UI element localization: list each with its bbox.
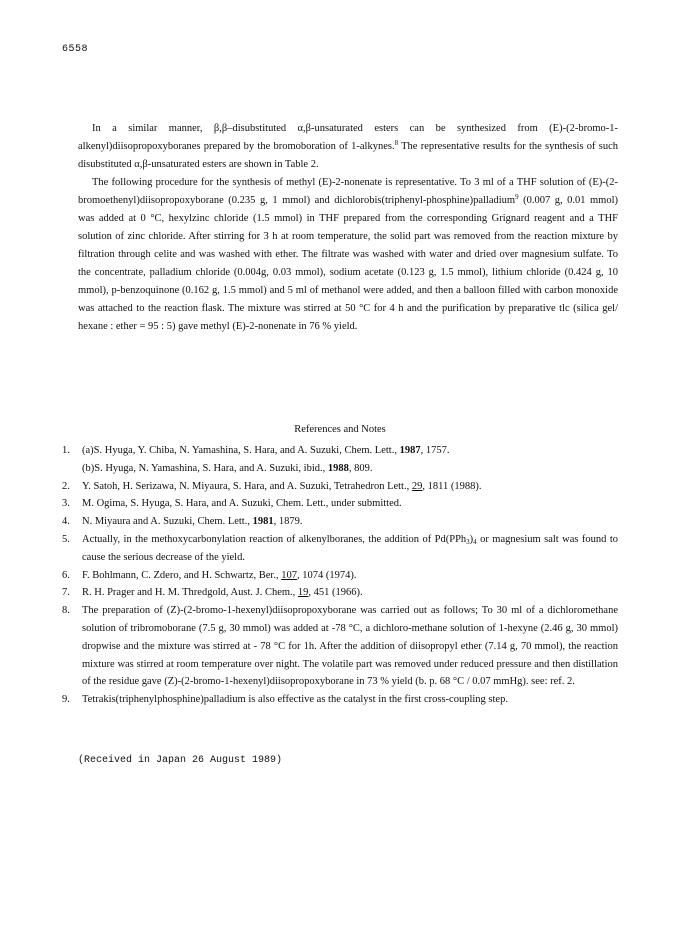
paragraph-2 [78,174,618,336]
reference-year: 1987 [399,445,421,456]
reference-item [62,513,618,531]
reference-number: 6. [62,569,70,581]
reference-number: 8. [62,605,70,617]
reference-pages: , 1811 (1988). [422,480,482,492]
reference-volume: 19 [297,587,309,599]
reference-number: 5. [62,533,70,545]
subscript: 4 [473,537,477,546]
reference-number: 7. [62,587,70,599]
citation-9: 9 [515,193,519,201]
reference-item [62,460,618,478]
reference-volume: 107 [281,569,297,581]
reference-pages: , 1757. [420,445,450,456]
paragraph-1-text-b: The representative results for the synthesis of such disubstituted α,β-unsaturated esters are shown in Table 2. [78,141,619,170]
reference-text: (a)S. Hyuga, Y. Chiba, N. Yamashina, S. Hara, and A. Suzuki, Chem. Lett., [82,445,400,456]
reference-pages: , 809. [348,462,373,474]
reference-item [62,531,618,567]
reference-number: 4. [62,516,70,528]
reference-item [62,567,618,585]
citation-8: 8 [394,139,399,147]
reference-item [62,478,618,496]
reference-year: 1981 [252,516,274,528]
reference-item [62,602,618,691]
paragraph-2-text-a: The following procedure for the synthesis of methyl (E)-2-nonenate is representative. To 3 ml of a THF solution of (E)-(2-bromoethenyl)diisopropoxyborane (0.235 g, 1 mmol) and dichlorobis(triphenyl-phosphine)palladium [78,177,618,206]
reference-volume: 29 [411,480,423,492]
references-list [62,442,618,709]
paragraph-2-text-b: (0.007 g, 0.01 mmol) was added at 0 °C, hexylzinc chloride (1.5 mmol) in THF prepared from the corresponding Grignard reagent and a THF solution of zinc chloride. After stirring for 3 h at room temperature, the solid part was removed from the reaction mixture by filtration through celite and was washed with ether. The filtrate was washed with water and dried over magnesium sulfate. To the concentrate, palladium chloride (0.004g, 0.03 mmol), sodium acetate (0.123 g, 1.5 mmol), lithium chloride (0.424 g, 10 mmol), p-benzoquinone (0.162 g, 1.5 mmol) and 5 ml of methanol were added, and then a balloon filled with carbon monoxide was attached to the reaction flask. The mixture was stirred at 50 °C for 4 h and the purification by preparative tlc (silica gel/ hexane : ether = 95 : 5) gave methyl (E)-2-nonenate in 76 % yield. [78,195,618,332]
reference-number: 3. [62,498,70,510]
reference-pages: , 451 (1966). [308,587,363,599]
reference-text: Tetrakis(triphenylphosphine)palladium is also effective as the catalyst in the first cross-coupling step. [82,694,508,706]
reference-item [62,691,618,709]
reference-text: The preparation of (Z)-(2-bromo-1-hexenyl)diisopropoxyborane was carried out as follows; To 30 ml of a dichloromethane solution of tribromoborane (7.5 g, 30 mmol) was added at -78 °C, a dichloro-methane solution of 1-hexyne (2.46 g, 30 mmol) dropwise and the mixture was stirred at - 78 °C for 1h. After the addition of diisopropyl ether (7.14 g, 70 mmol), the reaction mixture was stirred at room temperature over night. The volatile part was removed under reduced pressure and then distillation of the residue gave (Z)-(2-bromo-1-hexenyl)diisopropoxyborane in 73 % yield (b. p. 68 °C / 0.07 mmHg). see: ref. 2. [82,605,618,688]
references-heading: References and Notes [294,424,386,435]
reference-number: 1. [62,445,70,456]
reference-item [62,495,618,513]
reference-text: F. Bohlmann, C. Zdero, and H. Schwartz, Ber., [82,569,282,581]
reference-text: or magnesium salt was found to cause the serious decrease of the yield. [82,533,619,563]
received-date: (Received in Japan 26 August 1989) [78,755,283,766]
reference-number: 2. [62,480,70,492]
paragraph-1-text-a: In a similar manner, β,β–disubstituted α,β-unsaturated esters can be synthesized from (E)-(2-bromo-1-alkenyl)diisopropoxyboranes prepared by the bromoboration of 1-alkynes. [78,123,618,152]
reference-item [62,584,618,602]
reference-text: M. Ogima, S. Hyuga, S. Hara, and A. Suzuki, Chem. Lett., under submitted. [82,498,402,510]
reference-item [62,442,618,460]
reference-number: 9. [62,694,70,706]
reference-pages: , 1074 (1974). [296,569,357,581]
reference-number [62,460,82,478]
reference-pages: , 1879. [273,516,303,528]
reference-text: Actually, in the methoxycarbonylation reaction of alkenylboranes, the addition of Pd(PPh [82,533,467,545]
reference-text: R. H. Prager and H. M. Thredgold, Aust. J. Chem., [82,587,298,599]
paragraph-1 [78,120,618,174]
reference-text: ) [469,533,474,545]
reference-year: 1988 [327,462,349,474]
page-number: 6558 [62,44,89,55]
body-text [78,120,618,336]
subscript: 3 [466,537,470,546]
reference-text: (b)S. Hyuga, N. Yamashina, S. Hara, and A. Suzuki, ibid., [82,462,328,474]
reference-text: Y. Satoh, H. Serizawa, N. Miyaura, S. Hara, and A. Suzuki, Tetrahedron Lett., [82,480,412,492]
reference-text: N. Miyaura and A. Suzuki, Chem. Lett., [82,516,253,528]
